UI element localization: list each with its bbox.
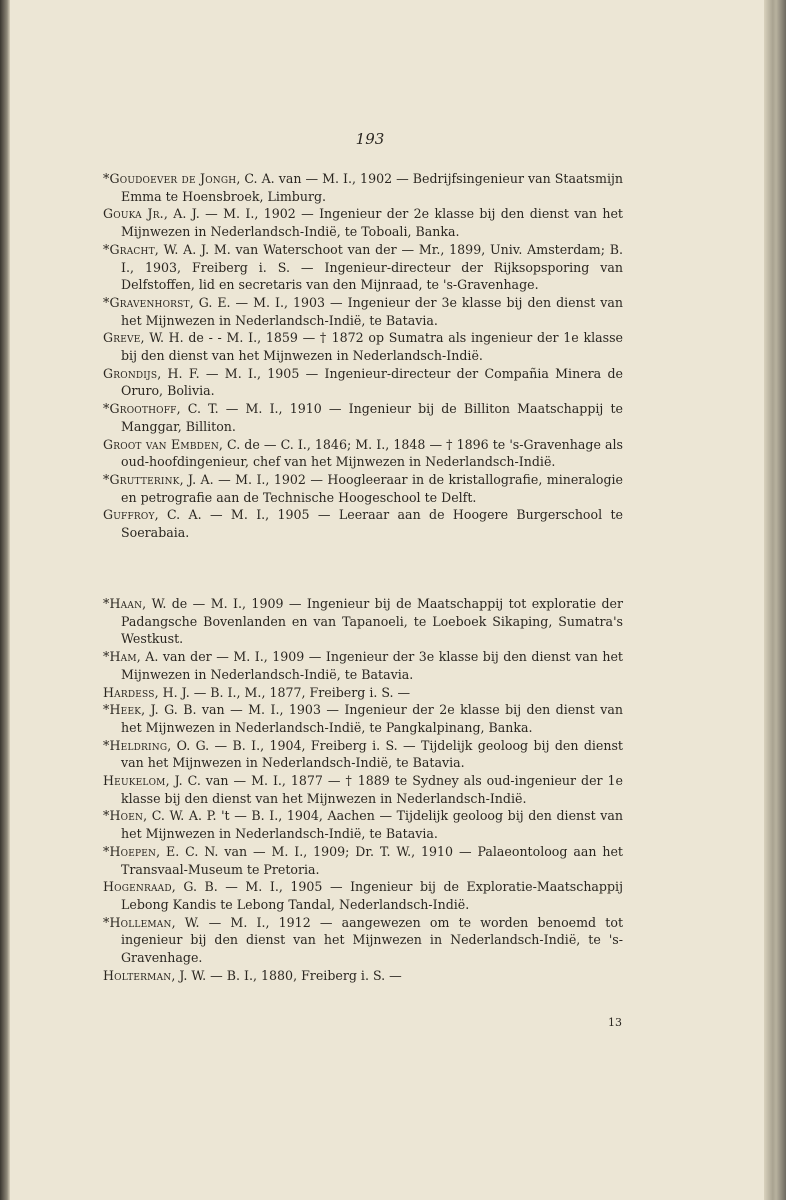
entry-name: Guffroy: [103, 507, 155, 523]
entry-text: , C. W. A. P. 't — B. I., 1904, Aachen — Tijdelijk geoloog bij den dienst van het Mijnwezen in Nederlandsch-Indië, te Batavia.: [121, 808, 623, 842]
entry-name: *Groothoff: [103, 401, 177, 417]
entry-name: Greve: [103, 330, 141, 346]
entry-text: , C. A. — M. I., 1905 — Leeraar aan de Hoogere Burgerschool te Soerabaia.: [121, 507, 623, 541]
entry-name: *Heldring: [103, 737, 168, 753]
entry-text: , G. B. — M. I., 1905 — Ingenieur bij de Exploratie-Maatschappij Lebong Kandis te Lebong Tandal, Nederlandsch-Indië.: [121, 879, 623, 912]
entry-text: , J. A. — M. I., 1902 — Hoogleeraar in de kristallografie, mineralogie en petrografie aan de Technische Hoogeschool te Delft.: [121, 471, 623, 505]
list-item: [103, 967, 623, 985]
list-item: [103, 807, 623, 842]
entry-name: *Ham: [103, 649, 137, 665]
list-item: [103, 506, 623, 541]
entry-name: *Holleman: [103, 914, 172, 930]
entry-text: , C. T. — M. I., 1910 — Ingenieur bij de Billiton Maatschappij te Manggar, Billiton.: [121, 401, 623, 434]
list-item: [103, 365, 623, 400]
entry-text: , A. J. — M. I., 1902 — Ingenieur der 2e klasse bij den dienst van het Mijnwezen in Nederlandsch-Indië, te Toboali, Banka.: [121, 206, 623, 240]
entry-name: *Hoepen: [103, 843, 157, 859]
entry-name: Grondijs: [103, 365, 158, 381]
entry-text: , E. C. N. van — M. I., 1909; Dr. T. W., 1910 — Palaeontoloog aan het Transvaal-Museum te Pretoria.: [121, 843, 623, 877]
list-item: [103, 436, 623, 471]
entry-name: *Heek: [103, 702, 142, 718]
entry-name: Hardess: [103, 684, 155, 700]
entry-text: , W. H. de - - M. I., 1859 — † 1872 op Sumatra als ingenieur der 1e klasse bij den dienst van het Mijnwezen in Nederlandsch-Indië.: [121, 330, 623, 364]
entry-text: , J. C. van — M. I., 1877 — † 1889 te Sydney als oud-ingenieur der 1e klasse bij den dienst van het Mijnwezen in Nederlandsch-Indië.: [121, 773, 623, 806]
list-item: [103, 648, 623, 683]
entry-name: Holterman: [103, 967, 172, 983]
entry-text: , O. G. — B. I., 1904, Freiberg i. S. — Tijdelijk geoloog bij den dienst van het Mijnwezen in Nederlandsch-Indië, te Batavia.: [121, 737, 623, 771]
entry-text: , W. — M. I., 1912 — aangewezen om te worden benoemd tot ingenieur bij den dienst van het Mijnwezen in Nederlandsch-Indië, te 's-Gravenhage.: [121, 914, 623, 966]
list-item: [103, 400, 623, 435]
list-item: [103, 914, 623, 967]
signature-mark: 13: [608, 1016, 622, 1029]
entry-name: *Gravenhorst: [103, 294, 190, 310]
list-item: [103, 471, 623, 506]
entry-name: Groot van Embden: [103, 436, 219, 452]
entry-name: *Gracht: [103, 241, 155, 257]
list-item: [103, 329, 623, 364]
entry-name: *Grutterink: [103, 471, 180, 487]
list-item: [103, 170, 623, 205]
entry-name: *Hoen: [103, 808, 144, 824]
section-g-entries: [103, 170, 623, 542]
list-item: [103, 772, 623, 807]
entry-name: Gouka Jr.: [103, 206, 164, 222]
list-item: [103, 737, 623, 772]
entry-text: , C. A. van — M. I., 1902 — Bedrijfsingenieur van Staatsmijn Emma te Hoensbroek, Limburg.: [121, 171, 623, 204]
entry-text: , J. G. B. van — M. I., 1903 — Ingenieur der 2e klasse bij den dienst van het Mijnwezen in Nederlandsch-Indië, te Pangkalpinang, Banka.: [121, 702, 623, 735]
entry-text: , W. A. J. M. van Waterschoot van der — Mr., 1899, Univ. Amsterdam; B. I., 1903, Freiberg i. S. — Ingenieur-directeur der Rijksopsporing van Delfstoffen, lid en secretaris van den Mijnraad, te 's-Gravenhage.: [121, 241, 623, 293]
list-item: [103, 595, 623, 648]
section-h-entries: [103, 595, 623, 984]
entry-text: , C. de — C. I., 1846; M. I., 1848 — † 1896 te 's-Gravenhage als oud-hoofdingenieur, chef van het Mijnwezen in Nederlandsch-Indië.: [121, 436, 624, 470]
entry-text: , G. E. — M. I., 1903 — Ingenieur der 3e klasse bij den dienst van het Mijnwezen in Nederlandsch-Indië, te Batavia.: [121, 294, 623, 328]
entry-text: , J. W. — B. I., 1880, Freiberg i. S. —: [171, 967, 402, 983]
page-edge: [764, 0, 786, 1200]
entry-name: Heukelom: [103, 773, 166, 789]
list-item: [103, 205, 623, 240]
entry-name: *Haan: [103, 596, 143, 611]
list-item: [103, 878, 623, 913]
entry-text: , H. J. — B. I., M., 1877, Freiberg i. S. —: [154, 684, 411, 700]
entry-text: , W. de — M. I., 1909 — Ingenieur bij de Maatschappij tot exploratie der Padangsche Bovenlanden en van Tapanoeli, te Loeboek Sikaping, Sumatra's Westkust.: [121, 596, 623, 647]
entry-name: *Goudoever de Jongh: [103, 171, 237, 186]
list-item: [103, 843, 623, 878]
list-item: [103, 684, 623, 702]
page-number: 193: [355, 130, 385, 148]
list-item: [103, 241, 623, 294]
book-spine-shadow: [0, 0, 10, 1200]
entry-text: , H. F. — M. I., 1905 — Ingenieur-directeur der Compañia Minera de Oruro, Bolivia.: [121, 365, 623, 399]
entry-name: Hogenraad: [103, 879, 172, 895]
entry-text: , A. van der — M. I., 1909 — Ingenieur der 3e klasse bij den dienst van het Mijnwezen in Nederlandsch-Indië, te Batavia.: [121, 649, 623, 682]
list-item: [103, 701, 623, 736]
list-item: [103, 294, 623, 329]
